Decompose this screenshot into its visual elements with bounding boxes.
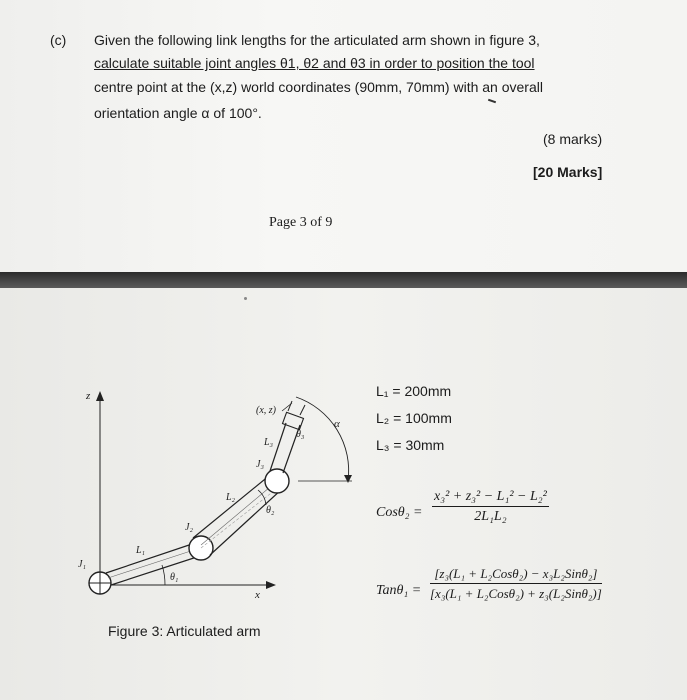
page-divider <box>0 272 687 288</box>
j2-label: J₂ <box>185 522 193 533</box>
l3-label: L₃ <box>264 437 274 448</box>
articulated-arm-figure <box>70 385 370 625</box>
marks-label: (8 marks) <box>543 131 603 147</box>
cos-equation-denominator: 2L₁L₂ <box>474 509 507 524</box>
xz-label: (x, z) <box>256 405 276 416</box>
joint-j3 <box>265 469 289 493</box>
question-line-3: centre point at the (x,z) world coordinates (90mm, 70mm) with an overall <box>94 79 543 95</box>
part-label: (c) <box>50 32 67 48</box>
link-l2-lower <box>210 489 282 555</box>
z-axis-label: z <box>86 390 91 402</box>
x-axis-label: x <box>255 589 260 601</box>
l1-label: L₁ <box>136 545 146 556</box>
l2-label: L₂ <box>226 492 236 503</box>
z-axis-arrow <box>96 391 104 401</box>
figure-caption: Figure 3: Articulated arm <box>108 623 261 639</box>
x-axis-arrow <box>266 581 276 589</box>
length-l3: L₃ = 30mm <box>376 437 445 453</box>
theta2-label: θ₂ <box>266 505 275 516</box>
theta3-label: θ₃ <box>296 429 305 440</box>
link-l1-upper <box>106 542 198 573</box>
link-l1-lower <box>111 555 203 585</box>
link-l2-upper <box>193 475 270 538</box>
cos-equation-fraction <box>432 489 549 525</box>
question-line-1: Given the following link lengths for the articulated arm shown in figure 3, <box>94 32 540 48</box>
alpha-label: α <box>334 418 340 430</box>
cos-equation-lhs: Cosθ₂ = <box>376 505 423 520</box>
paper-dot <box>244 297 247 300</box>
total-marks-label: [20 Marks] <box>533 164 603 180</box>
page-number: Page 3 of 9 <box>269 215 333 230</box>
length-l1: L₁ = 200mm <box>376 383 452 399</box>
tan-equation-numerator: [z₃(L₁ + L₂Cosθ₂) − x₃L₂Sinθ₂] <box>430 566 602 584</box>
question-line-4: orientation angle α of 100°. <box>94 105 262 121</box>
theta1-label: θ₁ <box>170 572 179 583</box>
tan-equation-lhs: Tanθ₁ = <box>376 583 422 598</box>
tan-equation-denominator: [x₃(L₁ + L₂Cosθ₂) + z₃(L₂Sinθ₂)] <box>430 586 602 601</box>
theta2-arc <box>258 490 266 505</box>
cos-equation-numerator: x₃² + z₃² − L₁² − L₂² <box>432 489 549 507</box>
tan-equation-fraction <box>430 566 602 602</box>
question-line-2: calculate suitable joint angles θ1, θ2 and θ3 in order to position the tool <box>94 55 535 71</box>
j3-label: J₃ <box>256 459 264 470</box>
length-l2: L₂ = 100mm <box>376 410 452 426</box>
j1-label: J₁ <box>78 559 86 570</box>
